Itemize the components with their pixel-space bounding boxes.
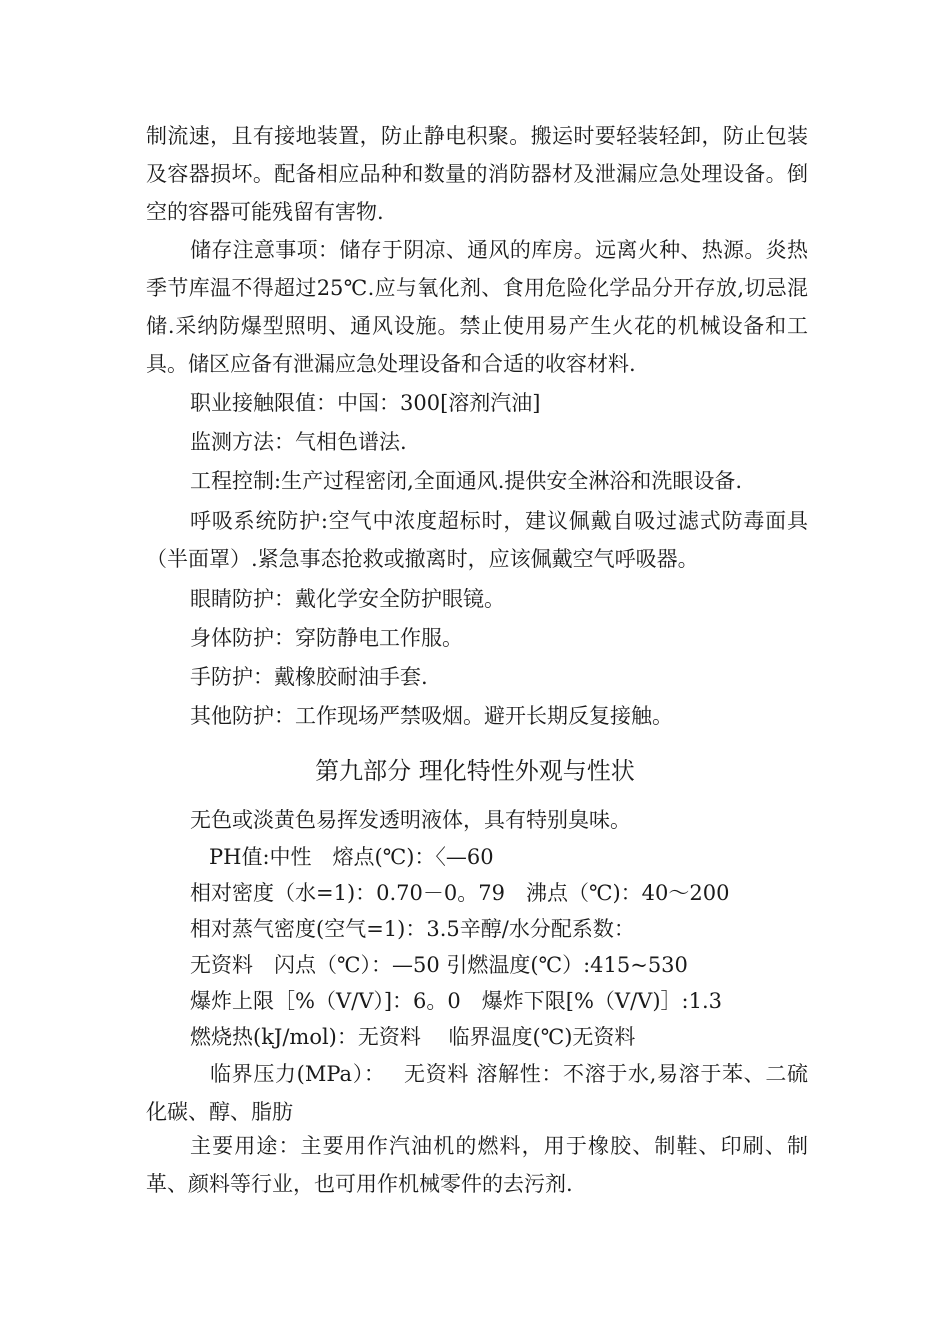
ph-melting-point-line: PH值:中性 熔点(℃)：〈—60: [209, 845, 494, 869]
monitoring-method-line: 监测方法：气相色谱法.: [190, 430, 407, 454]
combustion-heat-line: 燃烧热(kJ/mol)：无资料 临界温度(℃)无资料: [190, 1025, 636, 1049]
density-boiling-point-line: 相对密度（水=1)：0.70－0。79 沸点（℃)：40～200: [190, 881, 730, 905]
appearance-line: 无色或淡黄色易挥发透明液体，具有特别臭味。: [190, 808, 631, 832]
main-usage-paragraph: 主要用途：主要用作汽油机的燃料，用于橡胶、制鞋、印刷、制革、颜料等行业，也可用作机械零件的去污剂.: [146, 1134, 808, 1196]
other-protection-line: 其他防护：工作现场严禁吸烟。避开长期反复接触。: [190, 704, 673, 728]
hand-protection-line: 手防护：戴橡胶耐油手套.: [190, 665, 428, 689]
exposure-limit-line: 职业接触限值：中国：300[溶剂汽油]: [190, 391, 541, 415]
explosion-limits-line: 爆炸上限［%（V/V）]：6。0 爆炸下限[%（V/V)］:1.3: [190, 989, 722, 1013]
storage-paragraph: 储存注意事项：储存于阴凉、通风的库房。远离火种、热源。炎热季节库温不得超过25℃.应与氧化剂、食用危险化学品分开存放,切忌混储.采纳防爆型照明、通风设施。禁止使用易产生火花的机械设备和工具。储区应备有泄漏应急处理设备和合适的收容材料.: [146, 238, 808, 376]
flash-point-line: 无资料 闪点（℃）：—50 引燃温度(℃）:415~530: [190, 953, 688, 977]
engineering-control-line: 工程控制:生产过程密闭,全面通风.提供安全淋浴和洗眼设备.: [190, 469, 743, 493]
handling-paragraph-tail: 制流速，且有接地装置，防止静电积聚。搬运时要轻装轻卸，防止包装及容器损坏。配备相应品种和数量的消防器材及泄漏应急处理设备。倒空的容器可能残留有害物.: [146, 124, 808, 224]
vapor-density-line: 相对蒸气密度(空气=1)：3.5辛醇/水分配系数：: [190, 917, 635, 941]
respiratory-protection-paragraph: 呼吸系统防护:空气中浓度超标时，建议佩戴自吸过滤式防毒面具（半面罩）.紧急事态抢救或撤离时，应该佩戴空气呼吸器。: [146, 509, 808, 571]
body-protection-line: 身体防护：穿防静电工作服。: [190, 626, 463, 650]
eye-protection-line: 眼睛防护：戴化学安全防护眼镜。: [190, 587, 505, 611]
critical-pressure-solubility-paragraph: 临界压力(MPa）： 无资料 溶解性：不溶于水,易溶于苯、二硫化碳、醇、脂肪: [146, 1062, 808, 1124]
section-heading: 第九部分 理化特性外观与性状: [315, 757, 635, 785]
